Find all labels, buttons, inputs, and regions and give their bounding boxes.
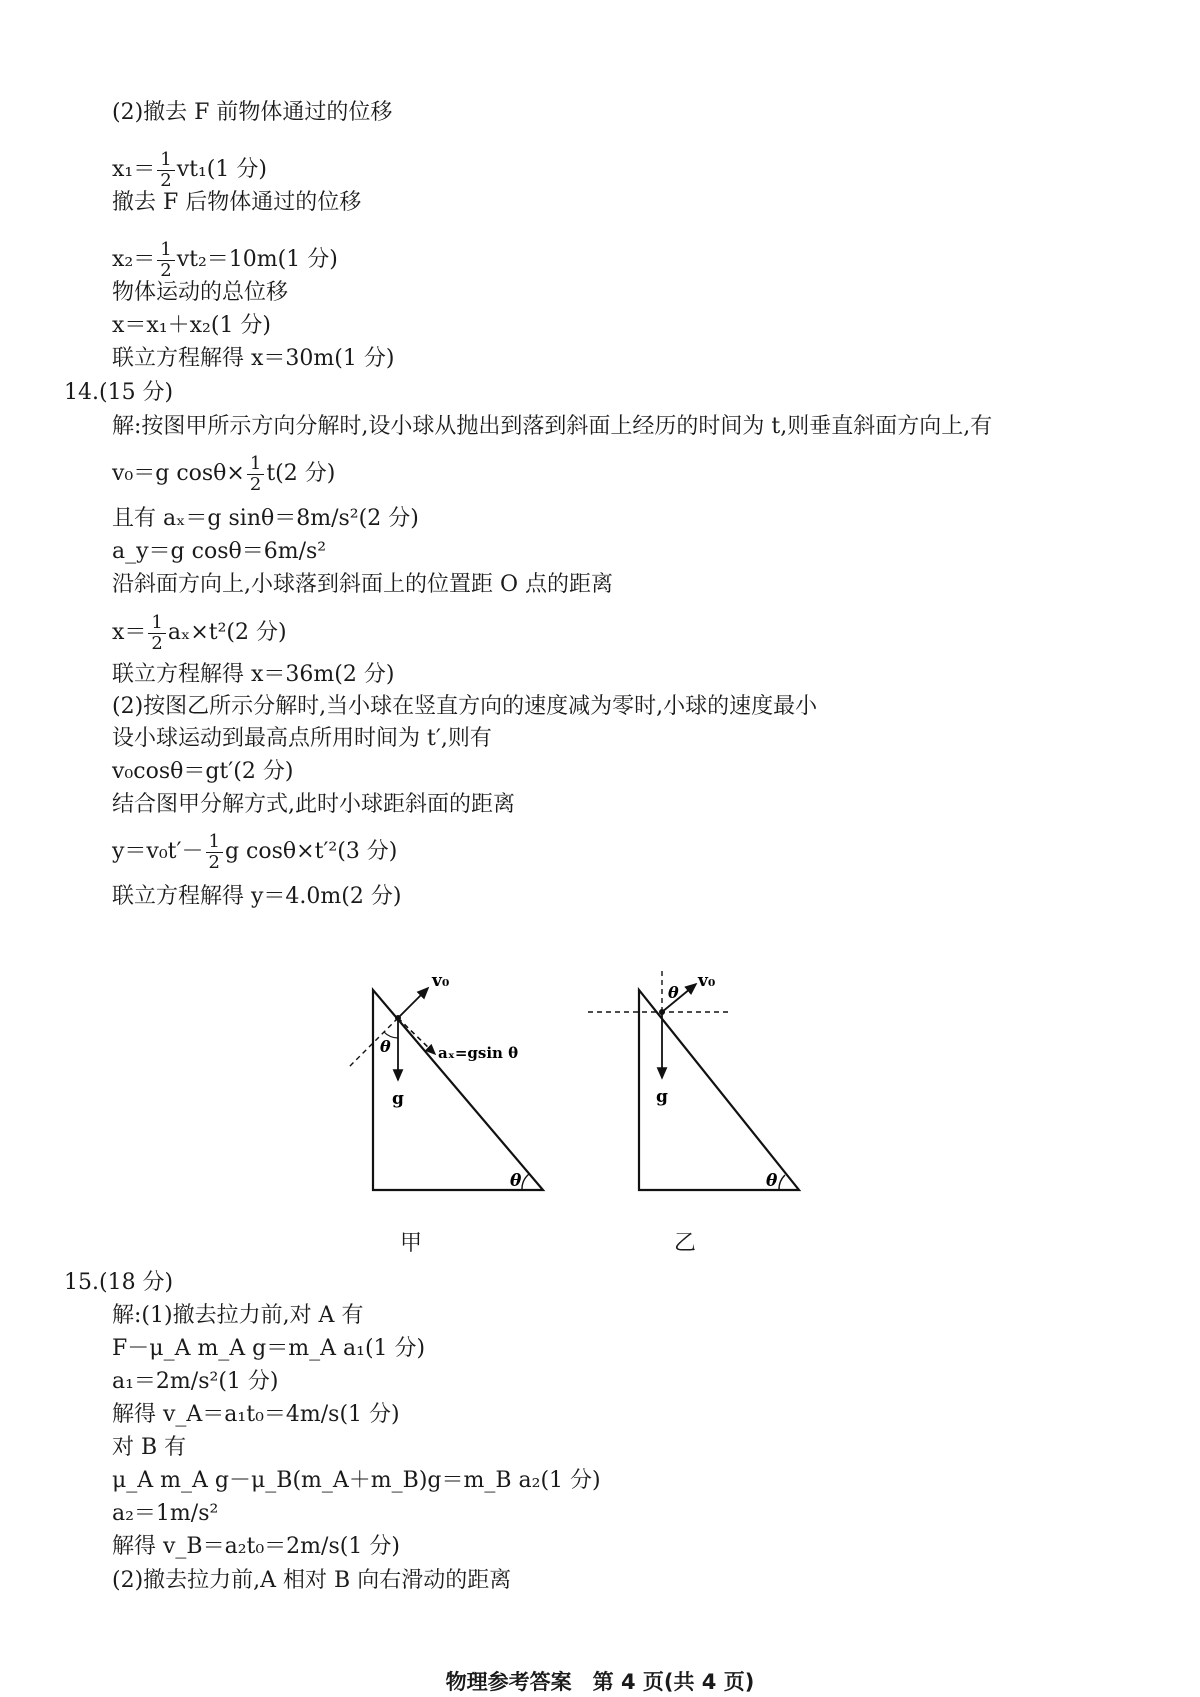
fraction bbox=[157, 240, 174, 281]
theta-label-small: θ bbox=[380, 1037, 391, 1056]
formula-x bbox=[112, 609, 287, 657]
text-line: 对 B 有 bbox=[112, 1435, 187, 1460]
fraction-numerator: 1 bbox=[247, 454, 264, 475]
question-15-header: 15.(18 分) bbox=[64, 1270, 174, 1295]
text-line: 解得 v_B＝a₂t₀＝2m/s(1 分) bbox=[112, 1534, 400, 1559]
text-line: (2)撤去 F 前物体通过的位移 bbox=[112, 100, 393, 125]
text-line: 联立方程解得 x＝30m(1 分) bbox=[112, 346, 395, 371]
text-line: x＝x₁＋x₂(1 分) bbox=[112, 313, 272, 338]
text-line: 物体运动的总位移 bbox=[112, 280, 289, 305]
formula-y bbox=[112, 828, 397, 876]
fraction-denominator: 2 bbox=[160, 169, 172, 191]
diagram-jia bbox=[348, 971, 543, 1191]
v0-label: v₀ bbox=[698, 971, 716, 991]
fraction bbox=[157, 150, 174, 191]
caption-jia: 甲 bbox=[400, 1231, 423, 1256]
text-line: v₀cosθ＝gt′(2 分) bbox=[112, 759, 294, 784]
formula-x1 bbox=[112, 146, 267, 194]
theta-label: θ bbox=[766, 1171, 778, 1191]
caption-yi: 乙 bbox=[674, 1231, 697, 1256]
text-line: F－μ_A m_A g＝m_A a₁(1 分) bbox=[112, 1336, 426, 1361]
text-line: μ_A m_A g－μ_B(m_A＋m_B)g＝m_B a₂(1 分) bbox=[112, 1468, 601, 1493]
formula-x2 bbox=[112, 236, 338, 284]
text-line: 联立方程解得 y＝4.0m(2 分) bbox=[112, 884, 402, 909]
text-line: (2)撤去拉力前,A 相对 B 向右滑动的距离 bbox=[112, 1568, 512, 1593]
ax-arrow bbox=[398, 1018, 435, 1054]
theta-label-small: θ bbox=[668, 983, 679, 1002]
text-line: 撤去 F 后物体通过的位移 bbox=[112, 190, 362, 215]
diagram-yi bbox=[588, 968, 799, 1191]
text-line: 设小球运动到最高点所用时间为 t′,则有 bbox=[112, 726, 492, 751]
text-line: 解得 v_A＝a₁t₀＝4m/s(1 分) bbox=[112, 1402, 400, 1427]
fraction bbox=[206, 832, 223, 873]
angle-arc bbox=[522, 1174, 529, 1190]
ax-label: aₓ=gsin θ bbox=[438, 1044, 519, 1062]
text-line: a₂＝1m/s² bbox=[112, 1501, 219, 1526]
fraction-denominator: 2 bbox=[151, 632, 163, 654]
fraction bbox=[148, 613, 165, 654]
formula-part: vt₁(1 分) bbox=[176, 157, 267, 182]
text-line: 联立方程解得 x＝36m(2 分) bbox=[112, 662, 395, 687]
text-line: 且有 aₓ＝g sinθ＝8m/s²(2 分) bbox=[112, 506, 419, 531]
fraction-numerator: 1 bbox=[157, 240, 174, 261]
g-label: g bbox=[656, 1087, 668, 1107]
fraction-numerator: 1 bbox=[148, 613, 165, 634]
text-line: a₁＝2m/s²(1 分) bbox=[112, 1369, 279, 1394]
text-line: 结合图甲分解方式,此时小球距斜面的距离 bbox=[112, 792, 515, 817]
fraction-denominator: 2 bbox=[160, 259, 172, 281]
formula-part: x＝ bbox=[112, 620, 147, 645]
incline-diagrams bbox=[330, 968, 890, 1256]
velocity-arrow bbox=[398, 988, 428, 1018]
v0-label: v₀ bbox=[432, 971, 450, 991]
text-line: a_y＝g cosθ＝6m/s² bbox=[112, 539, 327, 564]
text-line: 解:按图甲所示方向分解时,设小球从抛出到落到斜面上经历的时间为 t,则垂直斜面方向上,有 bbox=[112, 414, 993, 439]
formula-part: aₓ×t²(2 分) bbox=[167, 620, 287, 645]
formula-part: v₀＝g cosθ× bbox=[112, 461, 245, 486]
text-line: 解:(1)撤去拉力前,对 A 有 bbox=[112, 1303, 364, 1328]
theta-label: θ bbox=[510, 1171, 522, 1191]
formula-v0 bbox=[112, 450, 335, 498]
fraction bbox=[247, 454, 264, 495]
page-footer: 物理参考答案 第 4 页(共 4 页) bbox=[445, 1670, 755, 1694]
angle-arc bbox=[779, 1175, 785, 1190]
formula-part: vt₂＝10m(1 分) bbox=[176, 247, 338, 272]
fraction-denominator: 2 bbox=[249, 473, 262, 495]
formula-part: x₂＝ bbox=[112, 247, 156, 272]
fraction-denominator: 2 bbox=[208, 851, 220, 873]
text-line: (2)按图乙所示分解时,当小球在竖直方向的速度减为零时,小球的速度最小 bbox=[112, 694, 818, 719]
g-label: g bbox=[392, 1089, 404, 1109]
fraction-numerator: 1 bbox=[206, 832, 223, 853]
formula-part: t(2 分) bbox=[266, 461, 336, 486]
formula-part: x₁＝ bbox=[112, 157, 156, 182]
text-line: 沿斜面方向上,小球落到斜面上的位置距 O 点的距离 bbox=[112, 572, 614, 597]
formula-part: y＝v₀t′－ bbox=[112, 839, 204, 864]
question-14-header: 14.(15 分) bbox=[64, 380, 174, 405]
fraction-numerator: 1 bbox=[157, 150, 174, 171]
formula-part: g cosθ×t′²(3 分) bbox=[224, 839, 398, 864]
incline-diagram-svg bbox=[330, 968, 890, 1248]
